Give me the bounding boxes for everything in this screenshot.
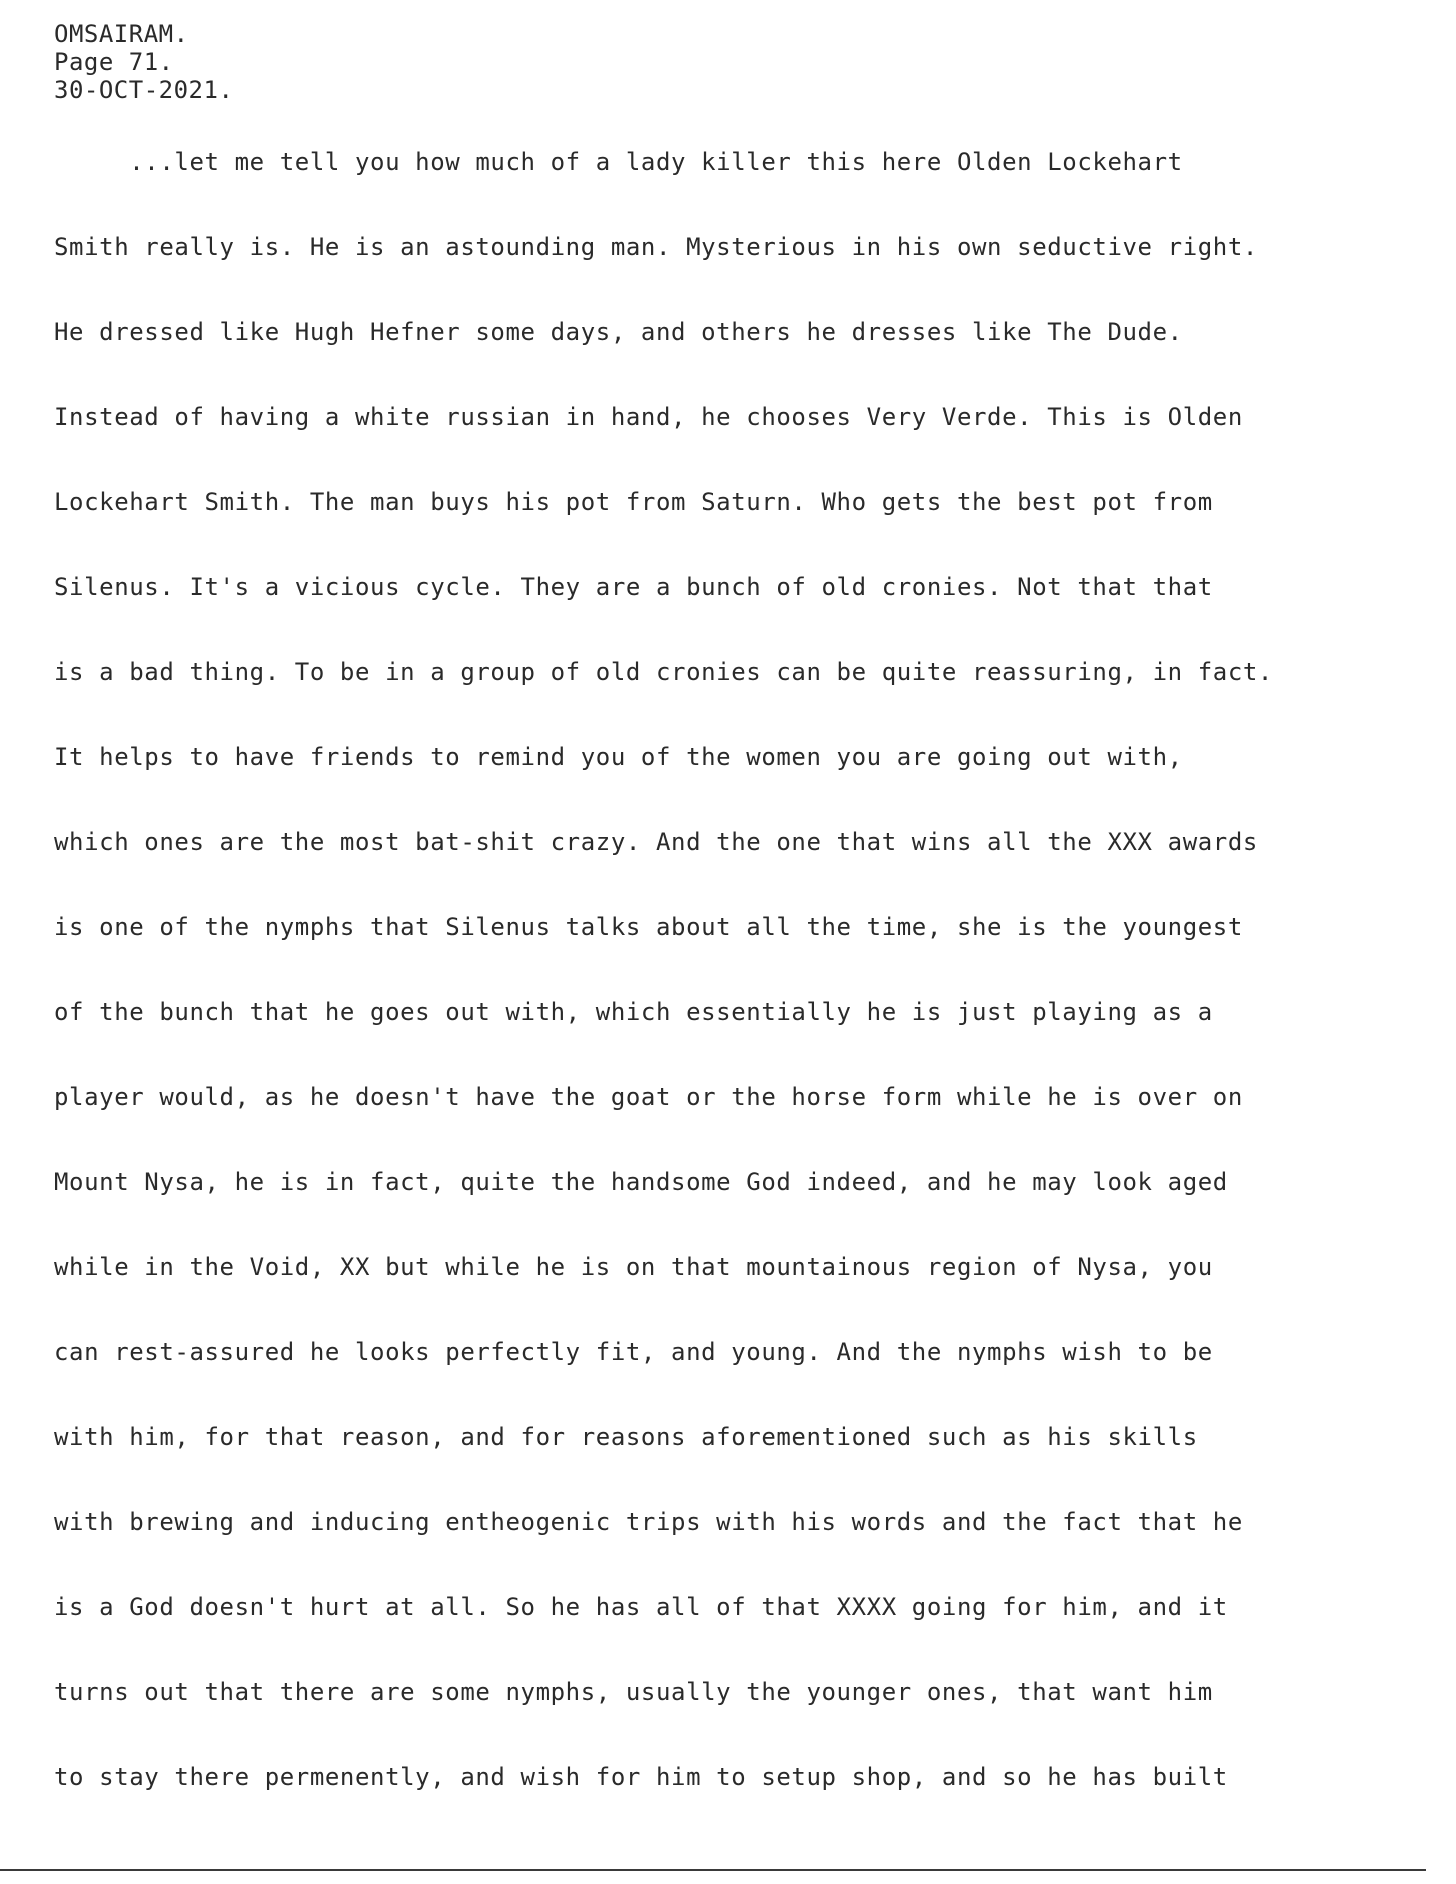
- header-date: 30-OCT-2021.: [54, 76, 234, 104]
- text-line: Instead of having a white russian in hand, he chooses Very Verde. This is Olden: [54, 403, 1243, 431]
- text-line: with brewing and inducing entheogenic trips with his words and the fact that he: [54, 1508, 1243, 1536]
- text-line: player would, as he doesn't have the goat or the horse form while he is over on: [54, 1083, 1243, 1111]
- text-line: Mount Nysa, he is in fact, quite the handsome God indeed, and he may look aged: [54, 1168, 1228, 1196]
- text-line: is one of the nymphs that Silenus talks about all the time, she is the youngest: [54, 913, 1243, 941]
- text-line: turns out that there are some nymphs, usually the younger ones, that want him: [54, 1678, 1213, 1706]
- text-line: can rest-assured he looks perfectly fit, and young. And the nymphs wish to be: [54, 1338, 1213, 1366]
- text-line: He dressed like Hugh Hefner some days, and others he dresses like The Dude.: [54, 318, 1183, 346]
- text-line: Lockehart Smith. The man buys his pot from Saturn. Who gets the best pot from: [54, 488, 1213, 516]
- text-line: is a God doesn't hurt at all. So he has all of that XXXX going for him, and it: [54, 1593, 1228, 1621]
- text-line: is a bad thing. To be in a group of old cronies can be quite reassuring, in fact.: [54, 658, 1273, 686]
- text-line: Smith really is. He is an astounding man. Mysterious in his own seductive right.: [54, 233, 1258, 261]
- text-line: which ones are the most bat-shit crazy. And the one that wins all the XXX awards: [54, 828, 1258, 856]
- text-line: to stay there permenently, and wish for him to setup shop, and so he has built: [54, 1763, 1228, 1791]
- text-line: of the bunch that he goes out with, which essentially he is just playing as a: [54, 998, 1213, 1026]
- header-page-number: Page 71.: [54, 48, 174, 76]
- typed-body-text: [54, 148, 1434, 1848]
- header-title: OMSAIRAM.: [54, 20, 189, 48]
- text-line: with him, for that reason, and for reasons aforementioned such as his skills: [54, 1423, 1198, 1451]
- page-header: [54, 20, 233, 104]
- page-bottom-rule: [0, 1869, 1426, 1871]
- text-line: Silenus. It's a vicious cycle. They are a bunch of old cronies. Not that that: [54, 573, 1213, 601]
- text-line: It helps to have friends to remind you of the women you are going out with,: [54, 743, 1183, 771]
- text-line: ...let me tell you how much of a lady killer this here Olden Lockehart: [54, 148, 1183, 176]
- text-line: while in the Void, XX but while he is on that mountainous region of Nysa, you: [54, 1253, 1213, 1281]
